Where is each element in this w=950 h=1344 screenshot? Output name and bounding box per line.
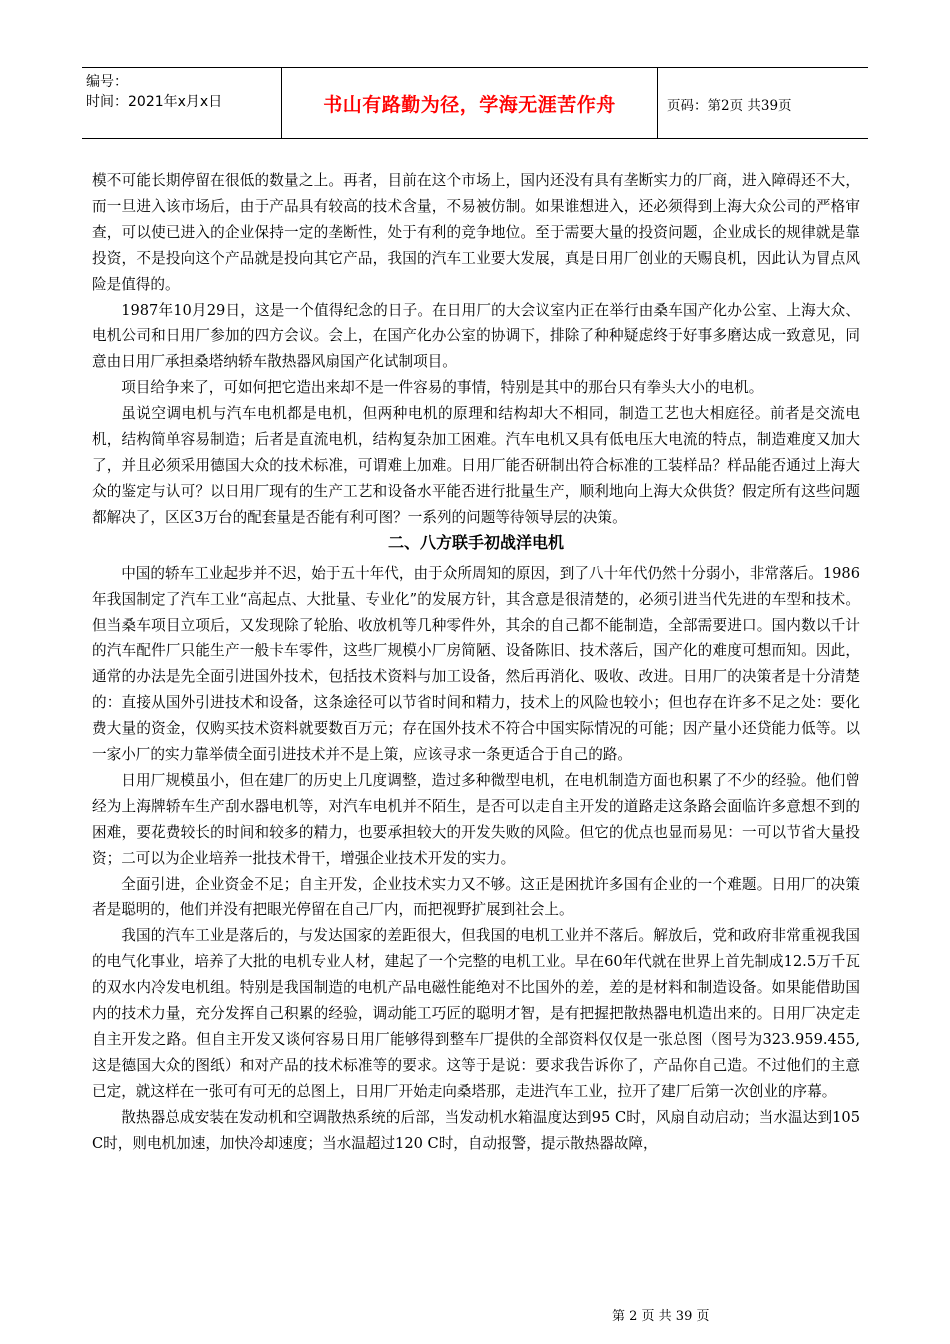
header-page-info: 页码：第2页 共39页: [667, 98, 792, 114]
header-motto: 书山有路勤为径，学海无涯苦作舟: [323, 93, 616, 116]
document-body: [92, 168, 860, 1157]
paragraph-7: 全面引进，企业资金不足；自主开发，企业技术实力又不够。这正是困扰许多国有企业的一个难题。日用厂的决策者是聪明的，他们并没有把眼光停留在自己厂内，而把视野扩展到社会上。: [92, 875, 860, 919]
header-motto-cell: [281, 68, 658, 138]
paragraph-4: 虽说空调电机与汽车电机都是电机，但两种电机的原理和结构却大不相同，制造工艺也大相庭径。前者是交流电机，结构简单容易制造；后者是直流电机，结构复杂加工困难。汽车电机又具有低电压大电流的特点，制造难度又加大了，并且必须采用德国大众的技术标准，可谓难上加难。日用厂能否研制出符合标准的工装样品？样品能否通过上海大众的鉴定与认可？以日用厂现有的生产工艺和设备水平能否进行批量生产，顺利地向上海大众供货？假定所有这些问题都解决了，区区3万台的配套量是否能有利可图？一系列的问题等待领导层的决策。: [92, 405, 860, 526]
paragraph-6: 日用厂规模虽小，但在建厂的历史上几度调整，造过多种微型电机，在电机制造方面也积累了不少的经验。他们曾经为上海牌轿车生产刮水器电机等，对汽车电机并不陌生，是否可以走自主开发的道路走这条路会面临许多意想不到的困难，要花费较长的时间和较多的精力，也要承担较大的开发失败的风险。但它的优点也显而易见：一可以节省大量投资；二可以为企业培养一批技术骨干，增强企业技术开发的实力。: [92, 771, 860, 867]
paragraph-2: 1987年10月29日，这是一个值得纪念的日子。在日用厂的大会议室内正在举行由桑车国产化办公室、上海大众、电机公司和日用厂参加的四方会议。会上，在国产化办公室的协调下，排除了种种疑虑终于好事多磨达成一致意见，同意由日用厂承担桑塔纳轿车散热器风扇国产化试制项目。: [92, 301, 860, 371]
section-heading: 二、八方联手初战洋电机: [387, 532, 564, 552]
document-number-label: 编号：: [86, 74, 128, 90]
paragraph-3: 项目给争来了，可如何把它造出来却不是一件容易的事情，特别是其中的那台只有拳头大小的电机。: [121, 379, 764, 397]
header-meta: [86, 72, 222, 112]
page-footer: 第 2 页 共 39 页: [612, 1309, 710, 1324]
document-date-label: 时间：2021年x月x日: [86, 94, 223, 110]
paragraph-8: 我国的汽车工业是落后的，与发达国家的差距很大，但我国的电机工业并不落后。解放后，党和政府非常重视我国的电气化事业，培养了大批的电机专业人材，建起了一个完整的电机工业。早在60年代就在世界上首先制成12.5万千瓦的双水内冷发电机组。特别是我国制造的电机产品电磁性能绝对不比国外的差，差的是材料和制造设备。如果能借助国内的技术力量，充分发挥自己积累的经验，调动能工巧匠的聪明才智，是有把握把散热器电机造出来的。日用厂决定走自主开发之路。但自主开发又谈何容易日用厂能够得到整车厂提供的全部资料仅仅是一张总图（图号为323.959.455,这是德国大众的图纸）和对产品的技术标准等的要求。这等于是说：要求我告诉你了，产品你自己造。不过他们的主意已定，就这样在一张可有可无的总图上，日用厂开始走向桑塔那，走进汽车工业，拉开了建厂后第一次创业的序幕。: [92, 927, 860, 1100]
paragraph-5: 中国的轿车工业起步并不迟，始于五十年代，由于众所周知的原因，到了八十年代仍然十分弱小，非常落后。1986年我国制定了汽车工业“高起点、大批量、专业化”的发展方针，其含意是很清楚的，必须引进当代先进的车型和技术。但当桑车项目立项后，又发现除了轮胎、收放机等几种零件外，其余的自己都不能制造，全部需要进口。国内数以千计的汽车配件厂只能生产一般卡车零件，这些厂规模小厂房简陋、设备陈旧、技术落后，国产化的难度可想而知。因此，通常的办法是先全面引进国外技术，包括技术资料与加工设备，然后再消化、吸收、改进。日用厂的决策者是十分清楚的：直接从国外引进技术和设备，这条途径可以节省时间和精力，技术上的风险也较小；但也存在许多不足之处：要化费大量的资金，仅购买技术资料就要数百万元；存在国外技术不符合中国实际情况的可能；因产量小还贷能力低等。以一家小厂的实力靠举债全面引进技术并不是上策，应该寻求一条更适合于自己的路。: [92, 564, 860, 764]
paragraph-9: 散热器总成安装在发动机和空调散热系统的后部，当发动机水箱温度达到95 C时，风扇自动启动；当水温达到105 C时，则电机加速，加快冷却速度；当水温超过120 C时，自动报警，提示散热器故障，: [92, 1108, 860, 1152]
page-header: [82, 67, 868, 139]
paragraph-1: 模不可能长期停留在很低的数量之上。再者，目前在这个市场上，国内还没有具有垄断实力的厂商，进入障碍还不大，而一旦进入该市场后，由于产品具有较高的技术含量，不易被仿制。如果谁想进入，还必须得到上海大众公司的严格审查，可以使已进入的企业保持一定的垄断性，处于有利的竞争地位。至于需要大量的投资问题，企业成长的规律就是靠投资，不是投向这个产品就是投向其它产品，我国的汽车工业要大发展，真是日用厂创业的天赐良机，因此认为冒点风险是值得的。: [92, 172, 860, 293]
